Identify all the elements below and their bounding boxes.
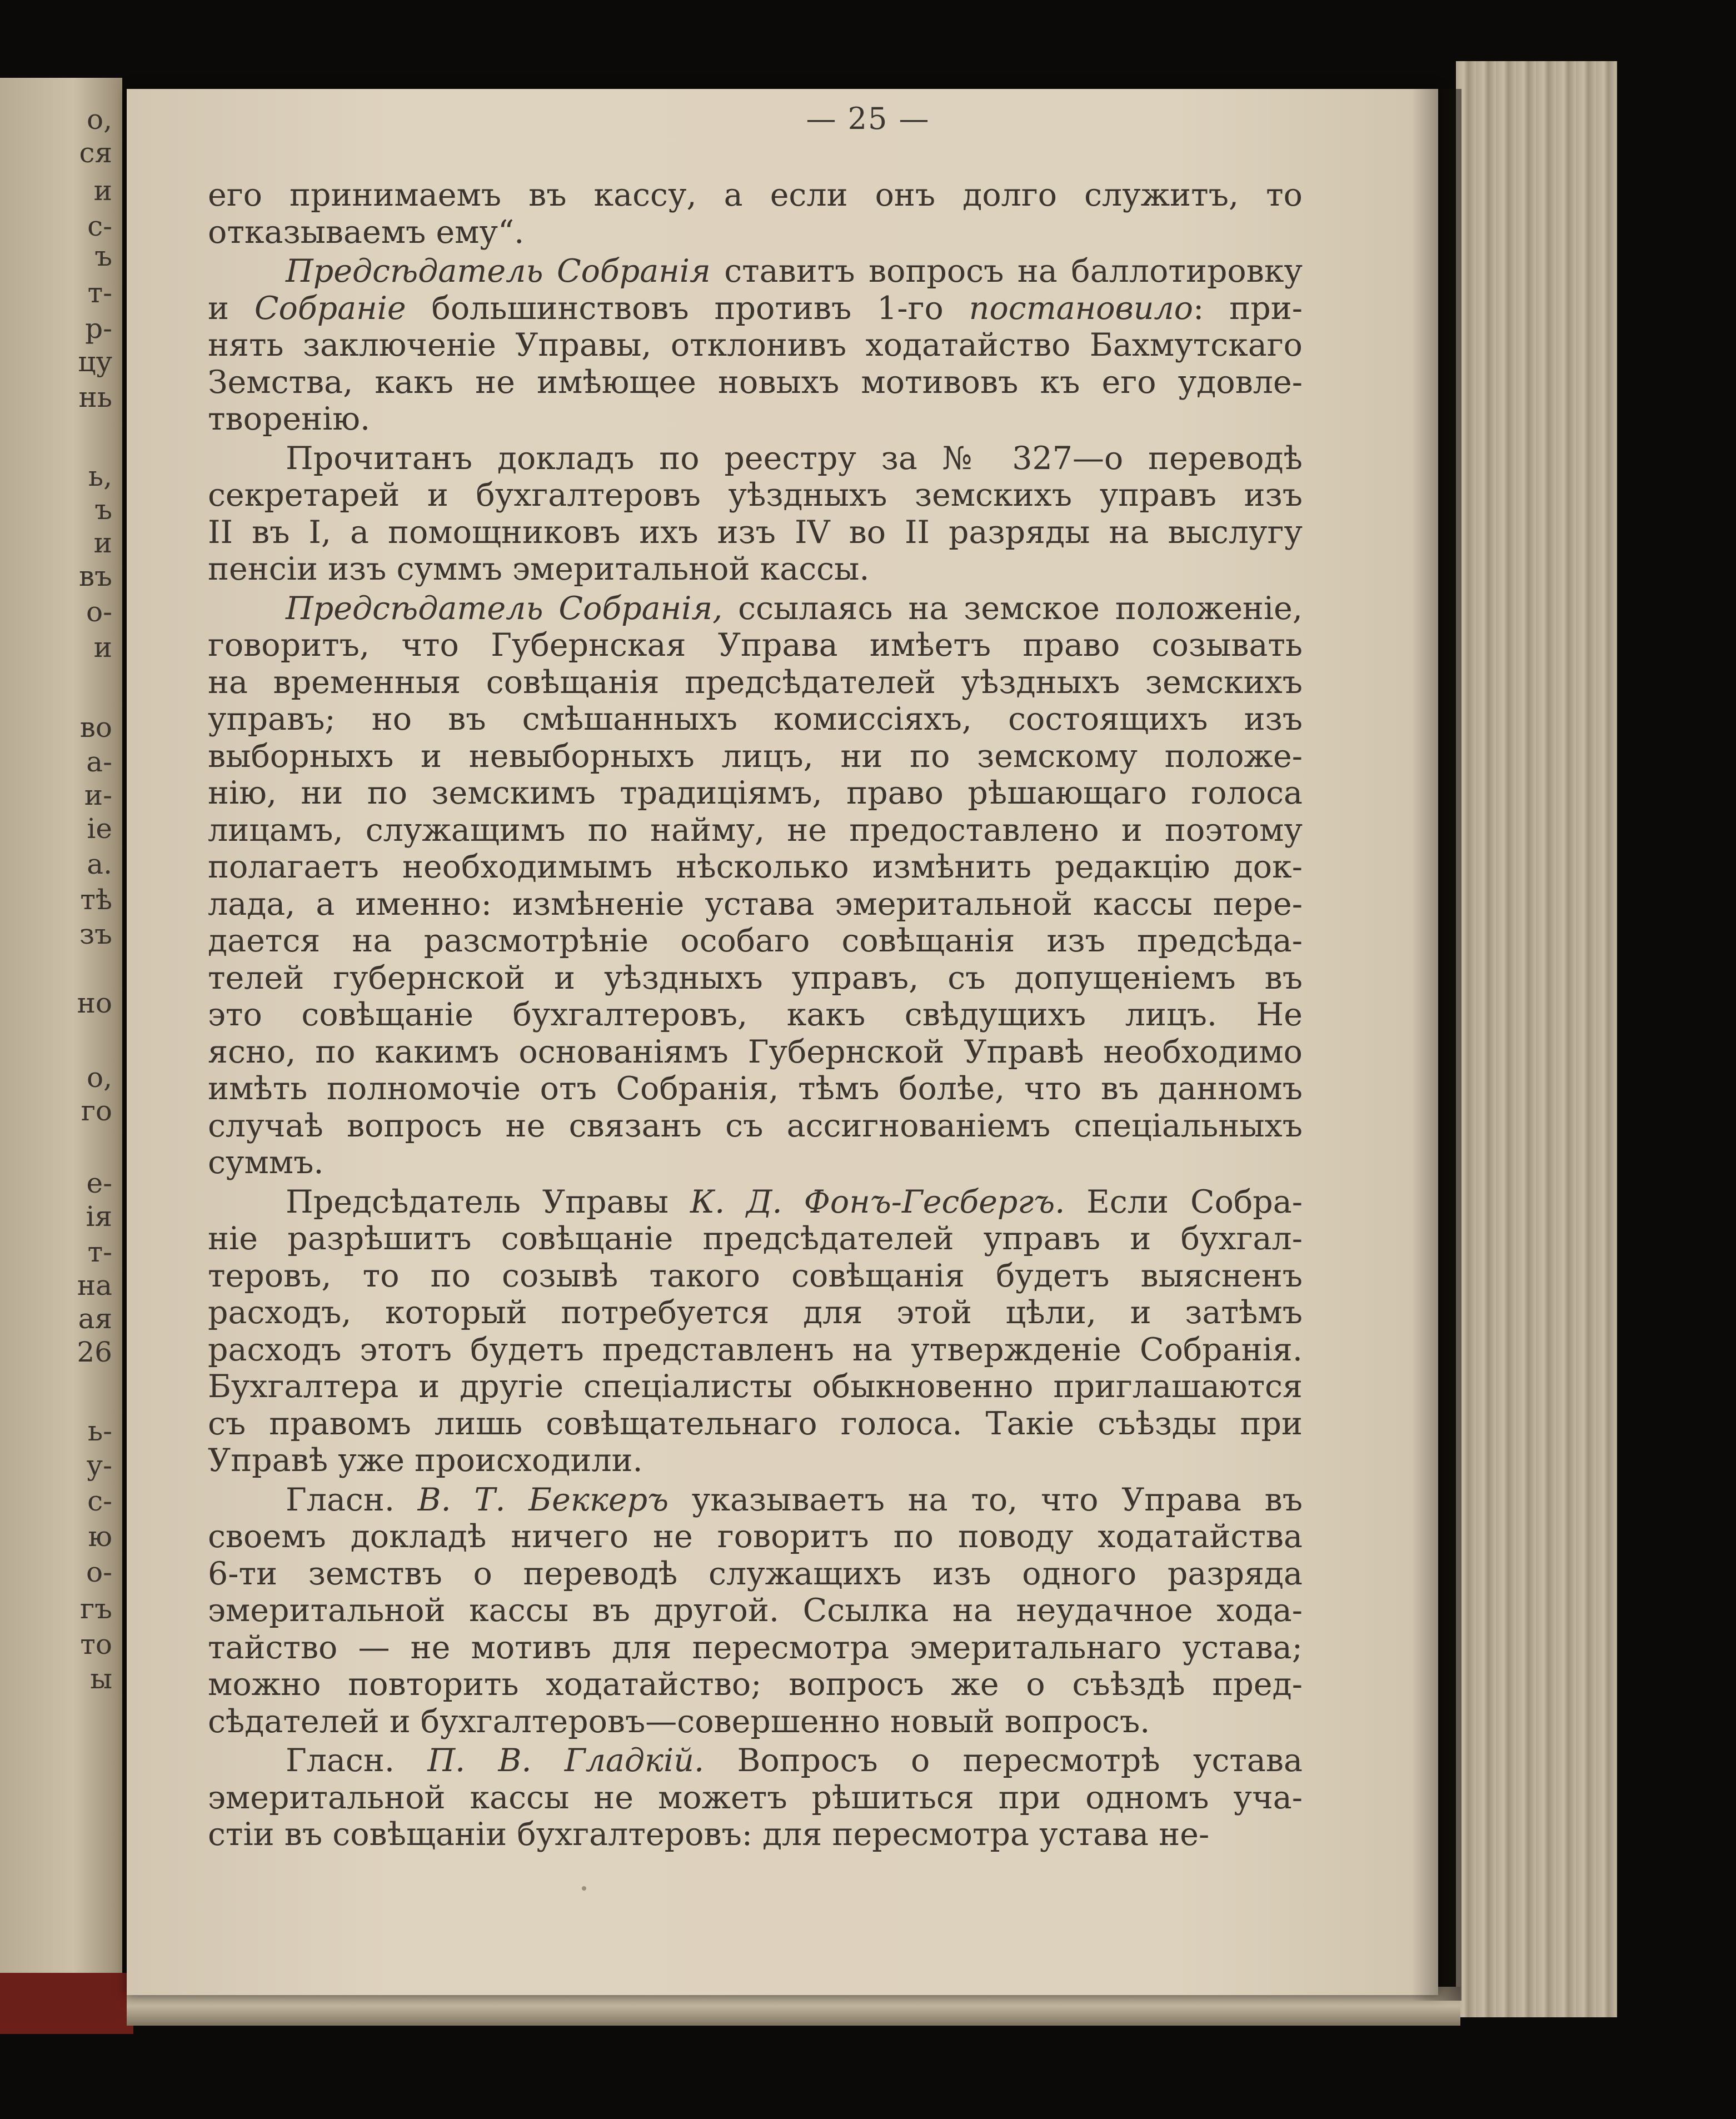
previous-page-line-fragment: ся — [79, 137, 112, 169]
previous-page-line-fragment: ю — [88, 1520, 112, 1553]
italic-name: П. В. Гладкій. — [427, 1742, 705, 1779]
text-line — [208, 775, 1303, 812]
page-stack-edge — [1456, 61, 1617, 2017]
previous-page-line-fragment: то — [80, 1628, 112, 1661]
previous-page-line-fragment: с- — [87, 1485, 112, 1517]
text-segment: ссылаясь на земское положеніе, — [722, 590, 1303, 627]
text-line — [208, 1592, 1303, 1629]
text-line — [208, 1220, 1303, 1258]
previous-page-line-fragment: и — [93, 631, 112, 664]
text-segment: Управѣ уже происходили. — [208, 1442, 643, 1479]
text-segment: ясно, по какимъ основаніямъ Губернской Управѣ необходимо — [208, 1033, 1303, 1070]
italic-name: Предсѣдатель Собранія — [286, 253, 711, 290]
text-line — [208, 253, 1303, 290]
text-segment: ставитъ вопросъ на баллотировку — [710, 253, 1303, 290]
previous-page-line-fragment: ъ — [94, 240, 112, 272]
previous-page-line-fragment: ы — [90, 1663, 112, 1695]
text-segment: говоритъ, что Губернская Управа имѣетъ право созывать — [208, 627, 1303, 664]
previous-page-line-fragment: и — [93, 174, 112, 207]
text-line — [208, 1034, 1303, 1071]
text-segment: лицамъ, служащимъ по найму, не предоставлено и поэтому — [208, 811, 1303, 849]
text-segment: указываетъ на то, что Управа въ — [669, 1481, 1303, 1518]
text-segment: 6-ти земствъ о переводѣ служащихъ изъ одного разряда — [208, 1555, 1303, 1592]
italic-name: Предсѣдатель Собранія, — [286, 590, 723, 627]
text-line — [208, 1518, 1303, 1555]
italic-name: Собраніе — [254, 290, 406, 327]
text-line — [208, 177, 1303, 214]
text-segment: выборныхъ и невыборныхъ лицъ, ни по земскому положе- — [208, 737, 1303, 775]
text-line — [208, 1405, 1303, 1443]
text-segment: пенсіи изъ суммъ эмеритальной кассы. — [208, 551, 870, 587]
text-line — [208, 1666, 1303, 1703]
text-segment: съ правомъ лишь совѣщательнаго голоса. Такіе съѣзды при — [208, 1405, 1303, 1442]
text-line — [208, 996, 1303, 1034]
text-line — [208, 440, 1303, 477]
text-segment: ніе разрѣшитъ совѣщаніе предсѣдателей управъ и бухгал- — [208, 1220, 1303, 1257]
text-segment: Бухгалтера и другіе спеціалисты обыкновенно приглашаются — [208, 1368, 1303, 1405]
text-segment: Гласн. — [286, 1742, 428, 1779]
previous-page-line-fragment: на — [77, 1269, 112, 1302]
text-line — [208, 590, 1303, 627]
previous-page-line-fragment: ая — [78, 1303, 112, 1335]
previous-page-line-fragment: т- — [87, 277, 112, 309]
previous-page-line-fragment: е- — [86, 1167, 112, 1199]
text-segment: Вопросъ о пересмотрѣ устава — [704, 1742, 1303, 1779]
text-line — [208, 1108, 1303, 1145]
text-line — [208, 364, 1303, 401]
text-segment: стіи въ совѣщаніи бухгалтеровъ: для пересмотра устава не- — [208, 1816, 1210, 1853]
text-segment: Предсѣдатель Управы — [286, 1183, 690, 1220]
text-line — [208, 1144, 1303, 1181]
text-segment: его принимаемъ въ кассу, а если онъ долго служитъ, то — [208, 177, 1303, 213]
text-segment: нять заключеніе Управы, отклонивъ ходатайство Бахмутскаго — [208, 327, 1303, 363]
previous-page-line-fragment: о- — [86, 1556, 112, 1588]
text-line — [208, 923, 1303, 960]
text-line — [208, 1482, 1303, 1519]
previous-page-line-fragment: го — [81, 1095, 112, 1127]
text-segment: большинствовъ противъ 1-го — [406, 290, 969, 327]
previous-page-line-fragment: р- — [85, 312, 112, 345]
text-line — [208, 551, 1303, 588]
previous-page-line-fragment: о, — [87, 103, 112, 136]
text-line — [208, 812, 1303, 849]
previous-page-line-fragment: а. — [87, 848, 112, 880]
italic-name: К. Д. Фонъ-Гесбергъ. — [690, 1183, 1065, 1220]
text-line — [208, 1442, 1303, 1479]
previous-page-line-fragment: ь- — [87, 1415, 112, 1447]
text-line — [208, 477, 1303, 514]
text-line — [208, 1816, 1303, 1853]
text-segment: полагаетъ необходимымъ нѣсколько измѣнить редакцію док- — [208, 849, 1303, 885]
text-segment: расходъ, который потребуется для этой цѣли, и затѣмъ — [208, 1294, 1303, 1331]
previous-page-line-fragment: ія — [86, 1200, 112, 1233]
text-line — [208, 1184, 1303, 1221]
previous-page-line-fragment: ь, — [88, 460, 112, 492]
italic-name: В. Т. Беккеръ — [417, 1481, 669, 1518]
previous-page-line-fragment: о- — [86, 596, 112, 628]
text-segment: отказываемъ ему“. — [208, 213, 525, 251]
previous-page-line-fragment: т- — [87, 1236, 112, 1268]
text-segment: дается на разсмотрѣніе особаго совѣщанія изъ предсѣда- — [208, 923, 1303, 959]
text-segment: нію, ни по земскимъ традиціямъ, право рѣшающаго голоса — [208, 775, 1303, 811]
italic-name: постановило — [969, 290, 1194, 327]
text-line — [208, 1629, 1303, 1667]
text-line — [208, 401, 1303, 438]
previous-page-line-fragment: о, — [87, 1061, 112, 1094]
text-segment: на временныя совѣщанія предсѣдателей уѣздныхъ земскихъ — [208, 664, 1303, 701]
text-line — [208, 664, 1303, 701]
text-segment: Земства, какъ не имѣющее новыхъ мотивовъ къ его удовле- — [208, 363, 1303, 401]
text-line — [208, 1368, 1303, 1405]
text-line — [208, 886, 1303, 923]
text-segment: теровъ, то по созывѣ такого совѣщанія будетъ выясненъ — [208, 1257, 1303, 1294]
text-segment: имѣть полномочіе отъ Собранія, тѣмъ болѣе, что въ данномъ — [208, 1070, 1303, 1107]
text-line — [208, 627, 1303, 664]
text-line — [208, 1742, 1303, 1779]
paragraph-gap — [208, 1853, 1303, 1856]
text-segment: управъ; но въ смѣшанныхъ комиссіяхъ, состоящихъ изъ — [208, 701, 1303, 737]
page-number: — 25 — — [806, 101, 930, 136]
text-segment: лада, а именно: измѣненіе устава эмеритальной кассы пере- — [208, 885, 1303, 923]
page-body-text — [208, 177, 1303, 1856]
text-segment: и — [208, 290, 255, 327]
text-segment: секретарей и бухгалтеровъ уѣздныхъ земскихъ управъ изъ — [208, 477, 1303, 513]
text-segment: эмеритальной кассы не можетъ рѣшиться при одномъ уча- — [208, 1779, 1303, 1816]
gutter-shadow — [1411, 89, 1461, 2001]
previous-page-line-fragment: а- — [86, 746, 112, 778]
text-line — [208, 1779, 1303, 1817]
pencil-mark — [582, 1886, 586, 1891]
text-segment: тайство — не мотивъ для пересмотра эмеритальнаго устава; — [208, 1629, 1303, 1666]
text-line — [208, 1070, 1303, 1108]
previous-page-line-fragment: и — [93, 527, 112, 559]
previous-page-edge — [0, 78, 122, 2006]
text-segment: Гласн. — [286, 1481, 418, 1518]
text-line — [208, 1703, 1303, 1741]
previous-page-line-fragment: нь — [78, 381, 112, 413]
previous-page-line-fragment: цу — [78, 346, 112, 378]
text-line — [208, 960, 1303, 997]
previous-page-line-fragment: с- — [87, 210, 112, 242]
text-segment: творенію. — [208, 401, 371, 437]
book-cover-corner — [0, 1973, 133, 2034]
text-segment: эмеритальной кассы въ другой. Ссылка на неудачное хода- — [208, 1592, 1303, 1629]
text-line — [208, 1332, 1303, 1369]
previous-page-line-fragment: гъ — [79, 1593, 112, 1625]
text-segment: случаѣ вопросъ не связанъ съ ассигнованіемъ спеціальныхъ — [208, 1107, 1303, 1144]
previous-page-line-fragment: ъ — [94, 493, 112, 526]
text-line — [208, 1555, 1303, 1593]
text-line — [208, 701, 1303, 738]
previous-page-line-fragment: у- — [86, 1449, 112, 1482]
text-segment: своемъ докладѣ ничего не говоритъ по поводу ходатайства — [208, 1518, 1303, 1555]
previous-page-line-fragment: тѣ — [80, 884, 112, 916]
previous-page-line-fragment: во — [79, 711, 112, 744]
previous-page-line-fragment: и- — [84, 779, 112, 811]
previous-page-line-fragment: іе — [87, 812, 112, 845]
text-segment: сѣдателей и бухгалтеровъ—совершенно новый вопросъ. — [208, 1703, 1150, 1740]
text-segment: Прочитанъ докладъ по реестру за № 327—о переводѣ — [286, 440, 1303, 477]
text-line — [208, 327, 1303, 364]
text-segment: можно повторить ходатайство; вопросъ же о съѣздѣ пред- — [208, 1666, 1303, 1703]
text-line — [208, 1258, 1303, 1295]
text-line — [208, 1294, 1303, 1332]
text-line — [208, 514, 1303, 551]
text-segment: суммъ. — [208, 1144, 324, 1181]
text-segment: расходъ этотъ будетъ представленъ на утвержденіе Собранія. — [208, 1331, 1303, 1368]
text-segment: это совѣщаніе бухгалтеровъ, какъ свѣдущихъ лицъ. Не — [208, 996, 1303, 1033]
previous-page-line-fragment: 26 — [77, 1336, 112, 1368]
previous-page-line-fragment: зъ — [79, 918, 112, 950]
previous-page-line-fragment: но — [77, 987, 112, 1019]
text-segment: Если Собра- — [1065, 1183, 1303, 1220]
text-segment: телей губернской и уѣздныхъ управъ, съ допущеніемъ въ — [208, 959, 1303, 996]
text-line — [208, 738, 1303, 775]
previous-page-line-fragment: въ — [79, 560, 112, 592]
text-segment: II въ I, а помощниковъ ихъ изъ IV во II разряды на выслугу — [208, 513, 1303, 551]
text-line — [208, 214, 1303, 251]
text-segment: : при- — [1193, 290, 1303, 327]
text-line — [208, 849, 1303, 886]
text-line — [208, 290, 1303, 327]
